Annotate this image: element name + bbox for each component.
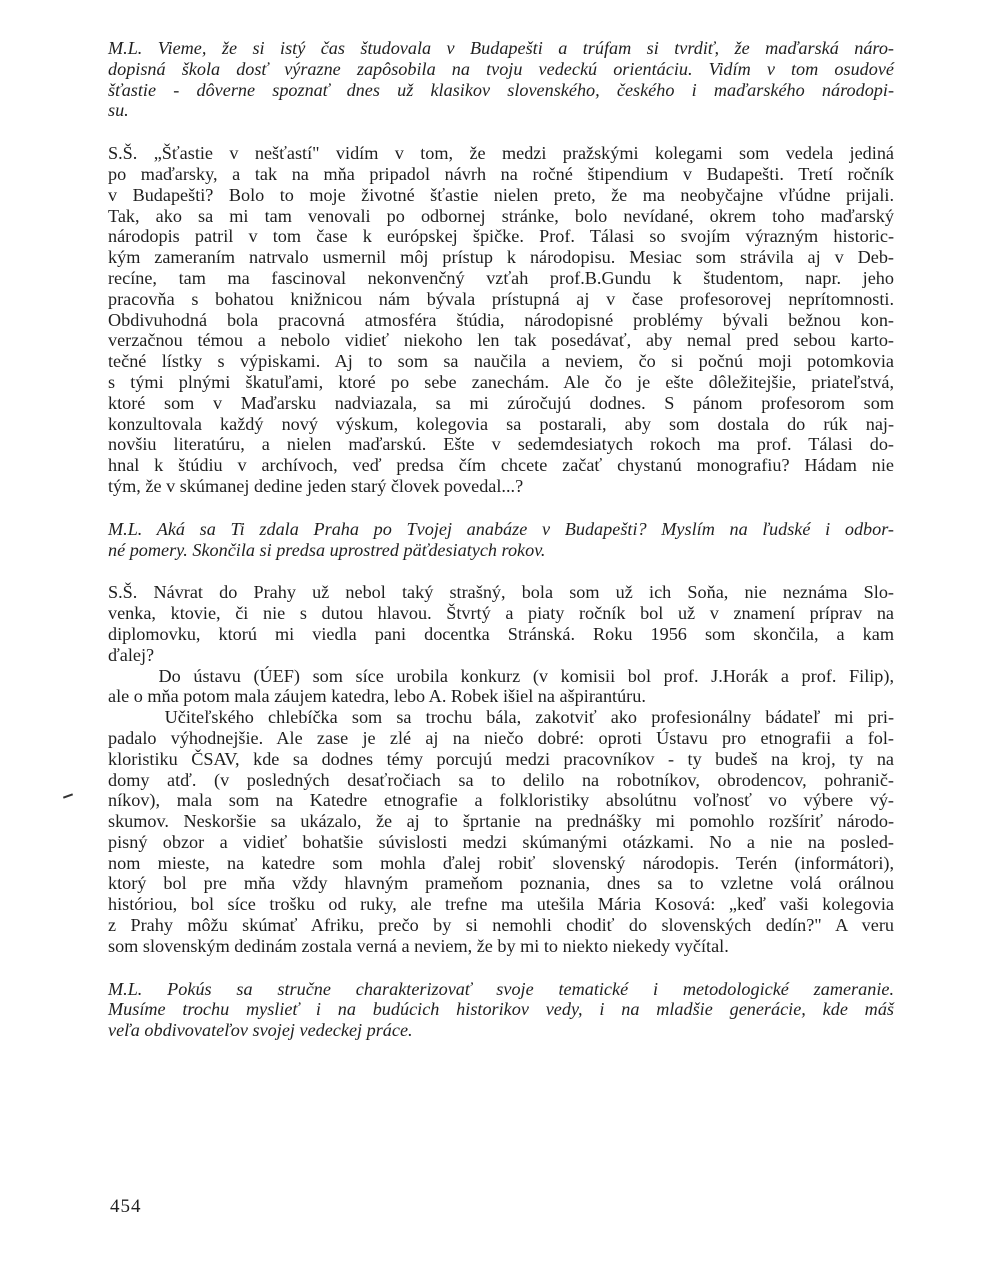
text-line: v Budapešti? Bolo to moje životné šťastie nielen preto, že ma neobyčajne vľúdne prijali. <box>108 184 894 205</box>
text-line: kloristiku ČSAV, kde sa dodnes témy porcujú medzi pracovníkov - ty budeš na kroj, ty na <box>108 748 894 769</box>
text-line: S.Š. „Šťastie v nešťastí" vidím v tom, že medzi pražskými kolegami som vedela jediná <box>108 143 894 164</box>
text-line: diplomovku, ktorú mi viedla pani docentka Stránská. Roku 1956 som skončila, a kam <box>108 623 894 644</box>
text-line: nom mieste, na katedre som mohla ďalej robiť slovenský národopis. Terén (informátori), <box>108 852 894 873</box>
answer-1 <box>108 143 894 497</box>
margin-pen-mark <box>63 793 73 798</box>
text-line: verzačnou témou a nebolo vidieť niekoho len tak posedávať, aby nemal pred sebou karto- <box>108 330 894 351</box>
text-line: Musíme trochu myslieť i na budúcich historikov vedy, i na mladšie generácie, kde máš <box>108 999 894 1020</box>
text-line: tým, že v skúmanej dedine jeden starý človek povedal...? <box>108 475 524 496</box>
text-line: kým zameraním natrvalo usmernil môj prístup k národopisu. Mesiac som strávila aj v Deb- <box>108 247 894 268</box>
text-line: po maďarsky, a tak na mňa pripadol návrh na ročné štipendium v Budapešti. Tretí ročník <box>108 163 894 184</box>
question-1 <box>108 38 894 121</box>
text-line: ktorý bol pre mňa vždy hlavným prameňom poznania, dnes sa to vzletne volá orálnou <box>108 873 894 894</box>
text-line: národopis patril v tom čase k európskej špičke. Prof. Tálasi so svojím výrazným historic- <box>108 226 894 247</box>
text-line: pisný obzor a vidieť bohatšie súvislosti medzi skúmanými otázkami. No a nie na posled- <box>108 831 894 852</box>
text-line: M.L. Aká sa Ti zdala Praha po Tvojej anabáze v Budapešti? Myslím na ľudské i odbor- <box>108 518 894 539</box>
text-line: né pomery. Skončila si predsa uprostred päťdesiatych rokov. <box>108 539 546 560</box>
text-line: tečné lístky s výpiskami. Aj to som sa naučila a neviem, čo si počnú moji potomkovia <box>108 351 894 372</box>
page-number: 454 <box>110 1196 142 1217</box>
question-2 <box>108 519 894 561</box>
text-line: padalo výhodnejšie. Ale zase je zlé aj na niečo dobré: oproti Ústavu pro etnografii a fol- <box>108 727 894 748</box>
text-line: ale o mňa potom mala záujem katedra, lebo A. Robek išiel na ašpirantúru. <box>108 686 646 707</box>
text-line: níkov), mala som na Katedre etnografie a folkloristiky absolútnu voľnosť vo výbere vý- <box>108 790 894 811</box>
text-line: históriou, bol síce trošku od ruky, ale trefne ma utešila Mária Kosová: „keď vaši kolegovia <box>108 894 894 915</box>
text-line: som slovenským dedinám zostala verná a neviem, že by mi to niekto niekedy vyčítal. <box>108 935 729 956</box>
text-line: s tými plnými škatuľami, ktoré po sebe zanechám. Ale čo je ešte dôležitejšie, priateľstvá, <box>108 371 894 392</box>
text-line: skumov. Neskoršie sa ukázalo, že aj to šprtanie na prednášky mi pomohlo rozšíriť národo- <box>108 811 894 832</box>
text-line: M.L. Vieme, že si istý čas študovala v Budapešti a trúfam si tvrdiť, že maďarská náro- <box>108 38 894 58</box>
text-line: venka, ktovie, či nie s dutou hlavou. Štvrtý a piaty ročník bol už v znamení príprav na <box>108 603 894 624</box>
text-line: Tak, ako sa mi tam venovali po odbornej stránke, bolo nevídané, okrem toho maďarský <box>108 205 894 226</box>
text-line: ďalej? <box>108 644 155 665</box>
text-line: S.Š. Návrat do Prahy už nebol taký strašný, bola som už ich Soňa, nie neznáma Slo- <box>108 582 894 603</box>
question-3 <box>108 979 894 1041</box>
text-line: domy atď. (v posledných desaťročiach sa to delilo na robotníkov, obrodencov, pohranič- <box>108 769 894 790</box>
text-line: pracovňa s bohatou knižnicou nám bývala prístupná aj v čase profesorovej neprítomnosti. <box>108 288 894 309</box>
text-line: Do ústavu (ÚEF) som síce urobila konkurz (v komisii bol prof. J.Horák a prof. Filip), <box>108 665 894 686</box>
text-line: ktoré som v Maďarsku nadviazala, sa mi zúročujú dodnes. S pánom profesorom som <box>108 392 894 413</box>
text-line: novšiu literatúru, a nielen maďarskú. Ešte v sedemdesiatych rokoch ma prof. Tálasi do- <box>108 434 894 455</box>
text-line: veľa obdivovateľov svojej vedeckej práce. <box>108 1020 413 1041</box>
text-line: su. <box>108 100 129 121</box>
text-line: Učiteľského chlebíčka som sa trochu bála, zakotviť ako profesionálny bádateľ mi pri- <box>108 707 894 728</box>
text-line: šťastie - dôverne spoznať dnes už klasikov slovenského, českého i maďarského národopi- <box>108 79 894 100</box>
text-line: hnal k štúdiu v archívoch, veď predsa čím chcete začať chystanú monografiu? Hádam nie <box>108 455 894 476</box>
text-line: M.L. Pokús sa stručne charakterizovať svoje tematické i metodologické zameranie. <box>108 978 894 999</box>
text-line: dopisná škola dosť výrazne zapôsobila na tvoju vedeckú orientáciu. Vidím v tom osudové <box>108 58 894 79</box>
text-line: Obdivuhodná bola pracovná atmosféra štúdia, národopisné problémy bývali bežnou kon- <box>108 309 894 330</box>
document-page <box>108 38 894 1041</box>
answer-2 <box>108 582 894 956</box>
text-line: konzultovala každý nový výskum, kolegovia sa postarali, aby som dostala do rúk naj- <box>108 413 894 434</box>
text-line: recíne, tam ma fascinoval nekonvenčný vzťah prof.B.Gundu k študentom, napr. jeho <box>108 267 894 288</box>
text-line: z Prahy môžu skúmať Afriku, prečo by si nemohli chodiť do slovenských dedín?" A veru <box>108 915 894 936</box>
